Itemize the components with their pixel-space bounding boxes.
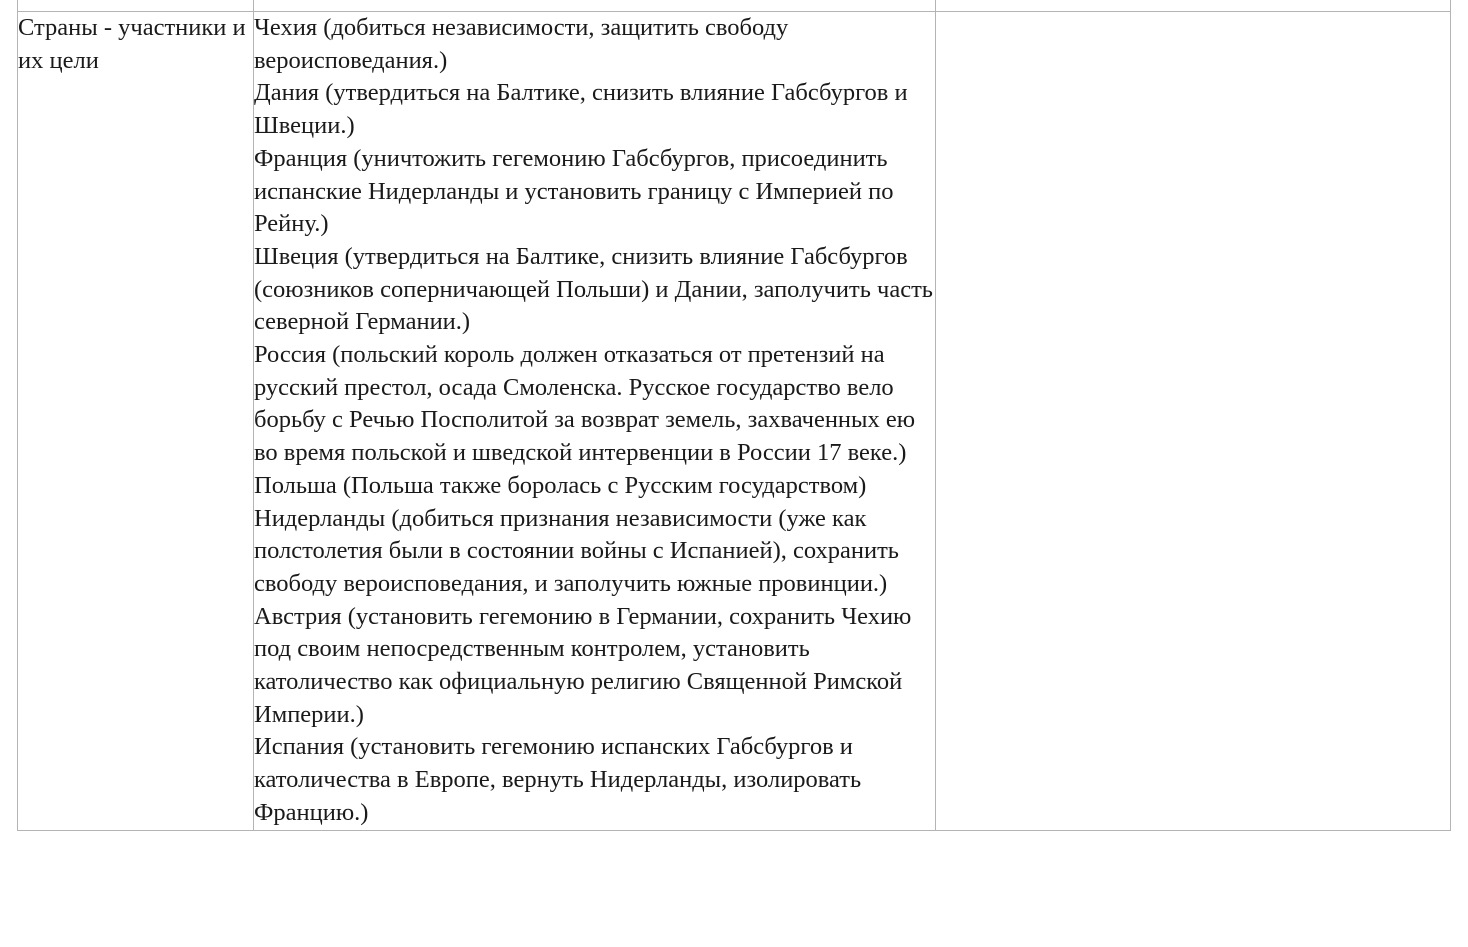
entry-france: Франция (уничтожить гегемонию Габсбургов, присоединить испанские Нидерланды и установить границу с Империей по Рейну.) <box>254 144 894 238</box>
table-row-previous <box>18 0 1451 12</box>
entry-spain: Испания (установить гегемонию испанских Габсбургов и католичества в Европе, вернуть Нидерланды, изолировать Францию.) <box>254 733 862 826</box>
table-cell-prev-body <box>254 0 936 12</box>
entry-sweden: Швеция (утвердиться на Балтике, снизить влияние Габсбургов (союзников соперничающей Польши) и Дании, заполучить часть северной Германии.) <box>254 242 933 336</box>
entry-austria: Австрия (установить гегемонию в Германии, сохранить Чехию под своим непосредственным контролем, установить католичество как официальную религию Священной Римской Империи.) <box>254 602 912 728</box>
row-label-cell <box>18 12 254 831</box>
participants-cell <box>254 12 936 831</box>
entry-poland: Польша (Польша также боролась с Русским государством) <box>254 471 867 499</box>
entry-netherlands: Нидерланды (добиться признания независимости (уже как полстолетия были в состоянии войны с Испанией), сохранить свободу вероисповедания, и заполучить южные провинции.) <box>254 504 899 597</box>
entry-denmark: Дания (утвердиться на Балтике, снизить влияние Габсбургов и Швеции.) <box>254 79 908 140</box>
entry-russia: Россия (польский король должен отказаться от претензий на русский престол, осада Смоленска. Русское государство вело борьбу с Речью Посполитой за возврат земель, захваченных ею во время польской и шведской интервенции в России 17 веке.) <box>254 341 916 467</box>
empty-notes-cell <box>936 12 1451 831</box>
table-row-participants <box>18 12 1451 831</box>
row-label: Страны - участники и их цели <box>18 14 246 74</box>
document-table <box>17 0 1451 831</box>
table-cell-prev-notes <box>936 0 1451 12</box>
entry-czechia: Чехия (добиться независимости, защитить свободу вероисповедания.) <box>254 14 789 74</box>
table-cell-prev-label <box>18 0 254 12</box>
